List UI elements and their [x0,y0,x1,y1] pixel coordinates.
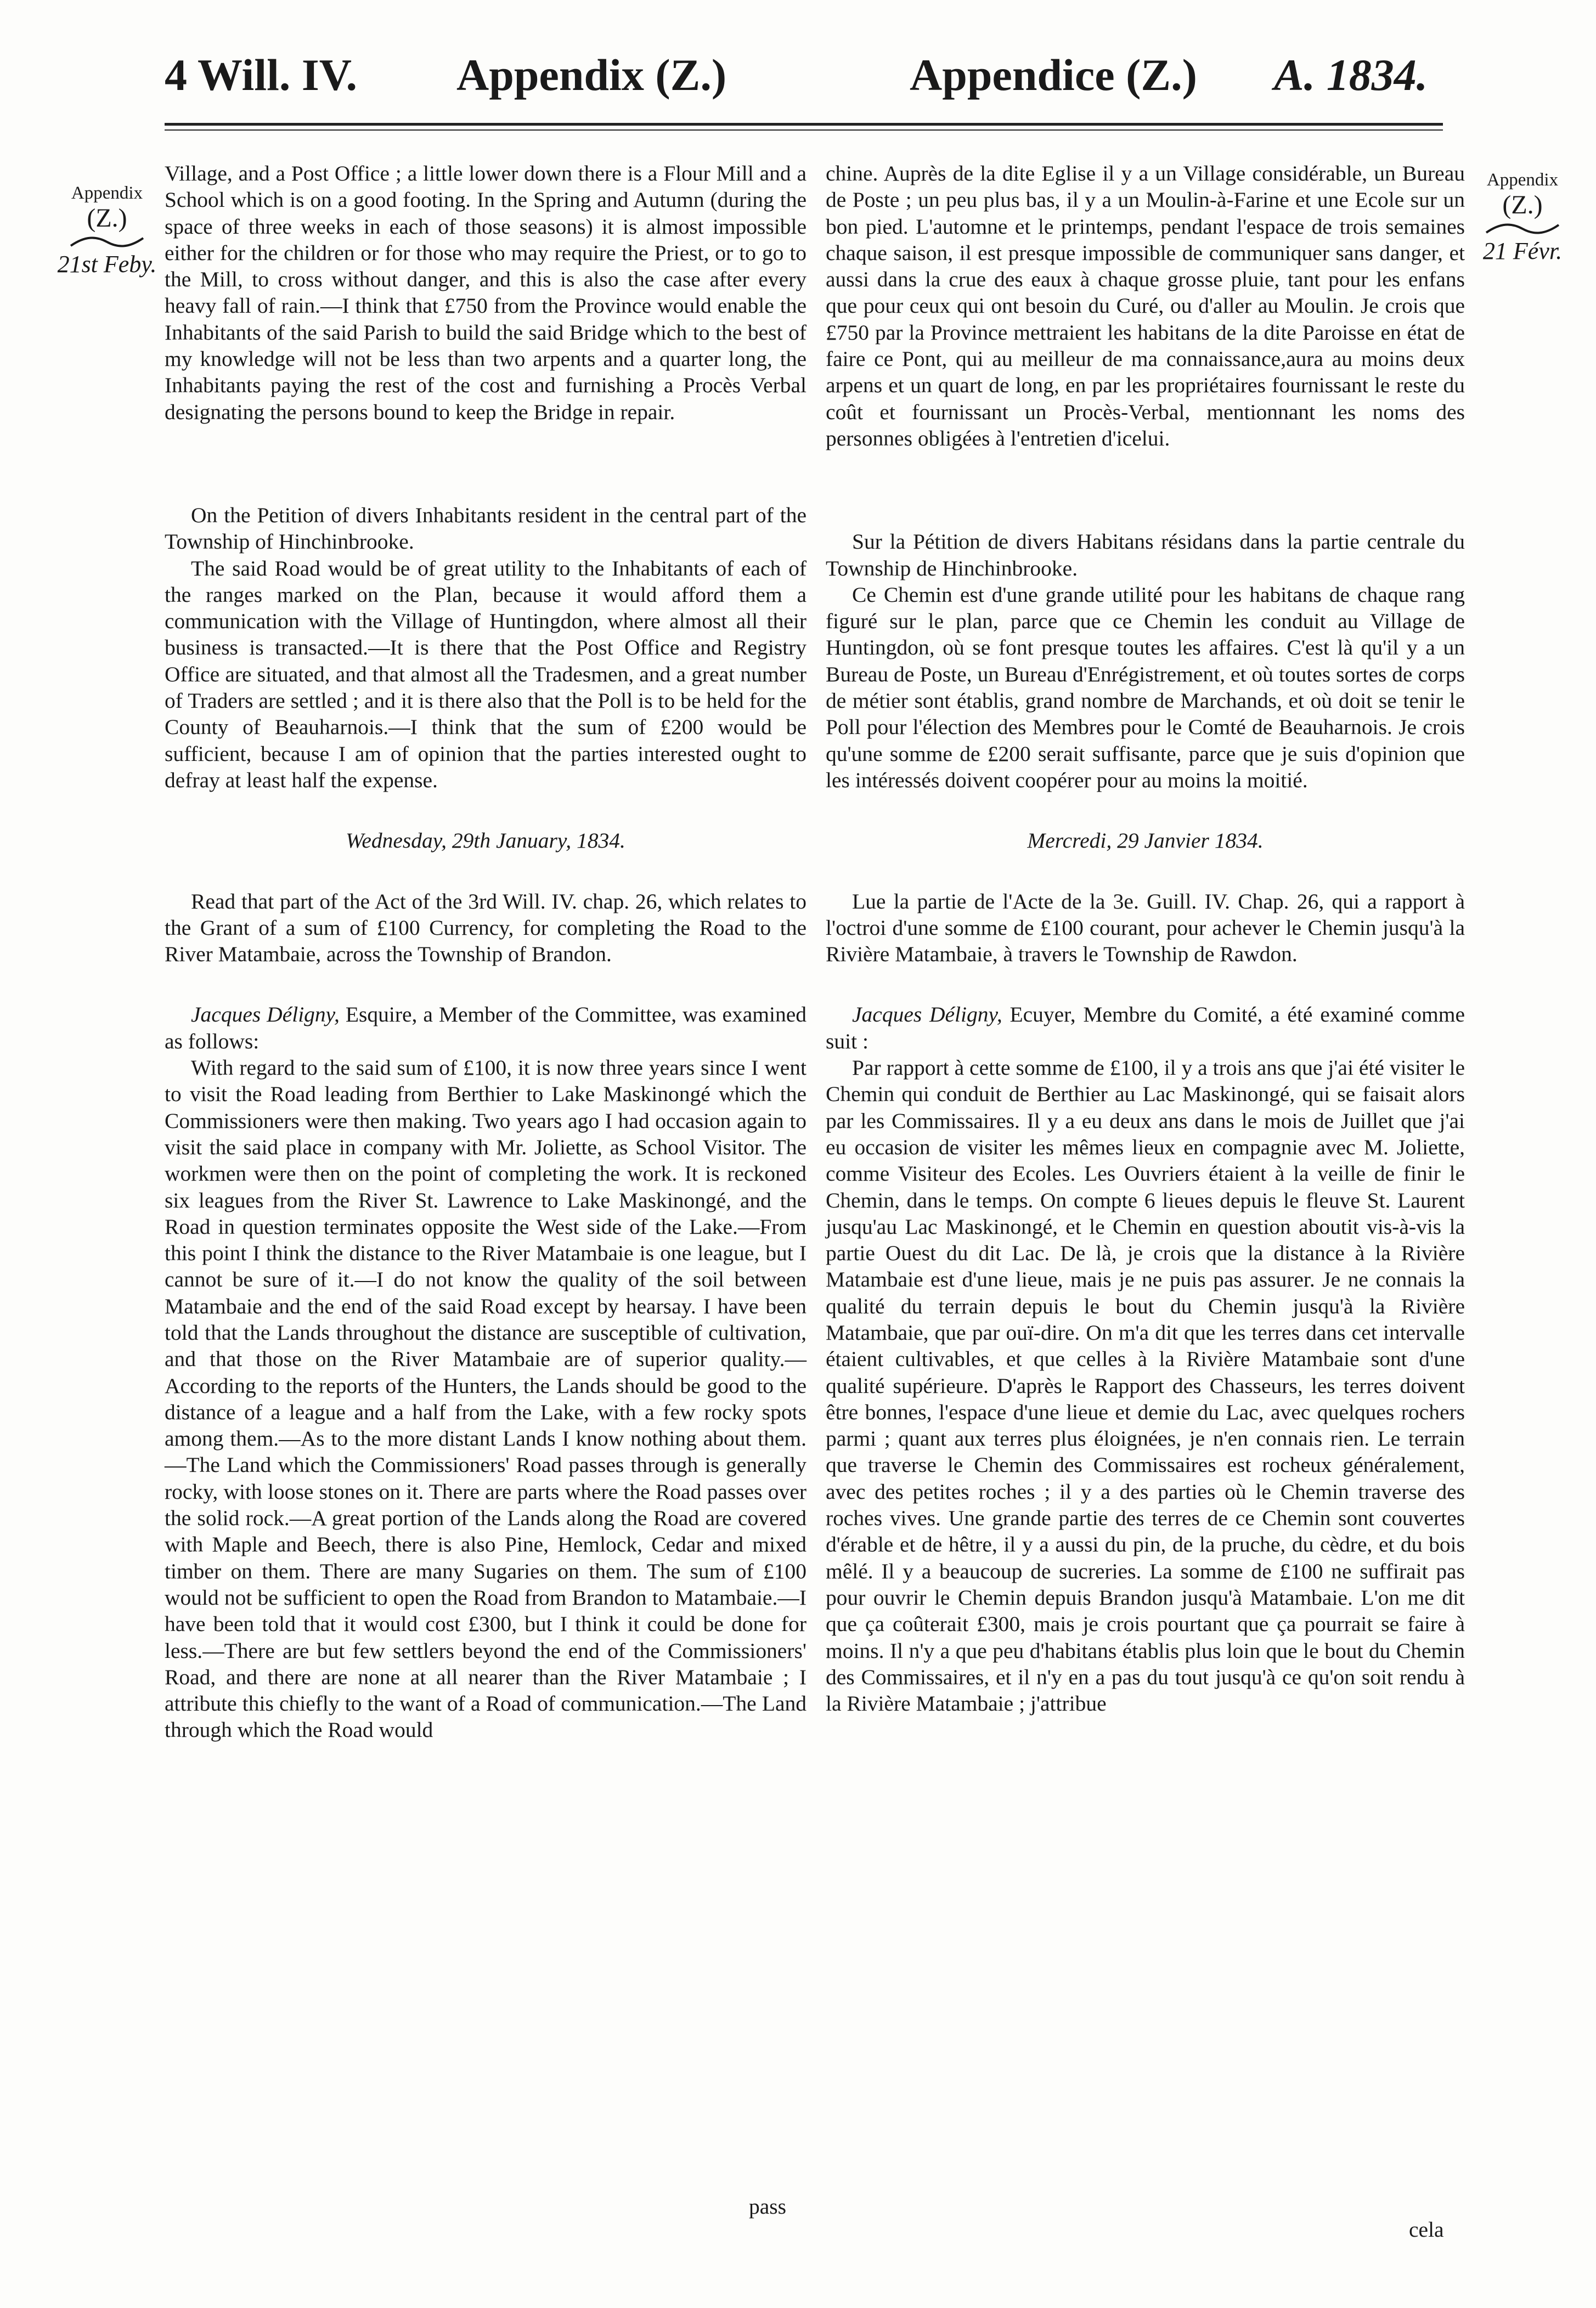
fr-witness-text: Ecuyer, Membre du Comité, a été examiné comme suit : [826,1002,1465,1053]
en-paragraph-act: Read that part of the Act of the 3rd Will. IV. chap. 26, which relates to the Grant of a sum of £100 Currency, for completing the Road to the River Matambaie, across the Township of Brandon. [165,889,807,967]
swash-ornament-icon [69,235,145,249]
header-appendix-en: Appendix (Z.) [456,50,727,100]
en-witness-name: Jacques Déligny, [191,1002,340,1027]
en-paragraph-village: Village, and a Post Office ; a little lower down there is a Flour Mill and a School which is on a good footing. In the Spring and Autumn (during the space of three weeks in each of those seasons) it is almost impossible either for the children or for those who may require the Priest, or to go to the Mill, to cross without danger, and this is also the case after every heavy fall of rain.—I think that £750 from the Province would enable the Inhabitants of the said Parish to build the said Bridge which to the best of my knowledge will not be less than two arpents and a quarter long, the Inhabitants paying the rest of the cost and furnishing a Procès Verbal designating the persons bound to keep the Bridge in repair. [165,161,807,424]
en-testimony: With regard to the said sum of £100, it is now three years since I went to visit the Road leading from Berthier to Lake Maskinongé which the Commissioners were then making. Two years ago I had occasion again to visit the said place in company with Mr. Joliette, as School Visitor. The workmen were then on the point of completing the work. It is reckoned six leagues from the River St. Lawrence to Lake Maskinongé, and the Road in question terminates opposite the West side of the Lake.—From this point I think the distance to the River Matambaie is one league, but I cannot be sure of it.—I do not know the quality of the soil between Matambaie and the end of the said Road except by hearsay. I have been told that the Lands throughout the distance are susceptible of cultivation, and that those on the River Matambaie are of superior quality.—According to the reports of the Hunters, the Lands should be good to the distance of a league and a half from the Lake, with a few rocky spots among them.—As to the more distant Lands I know nothing about them.—The Land which the Commissioners' Road passes through is generally rocky, with loose stones on it. There are parts where the Road passes over the solid rock.—A great portion of the Lands along the Road are covered with Maple and Beech, there is also Pine, Hemlock, Cedar and mixed timber on them. There are many Sugaries on them. The sum of £100 would not be sufficient to open the Road from Brandon to Matambaie.—I have been told that it would cost £300, but I think it could be done for less.—There are but few settlers beyond the end of the Commissioners' Road, and there are none at all nearer than the River Matambaie ; I attribute this chiefly to the want of a Road of communication.—The Land through which the Road would [165,1056,807,1742]
margin-letter: (Z.) [1502,190,1543,219]
en-witness-intro [165,1001,807,1054]
margin-label: Appendix [71,183,143,203]
fr-petition-heading: Sur la Pétition de divers Habitans résidans dans la partie centrale du Township de Hinchinbrooke. [826,529,1465,580]
header-rule-thick [165,123,1443,126]
margin-date: 21st Feby. [57,251,157,278]
margin-date: 21 Févr. [1482,238,1563,264]
en-catchword: pass [749,2194,787,2219]
margin-note-right [1470,169,1575,264]
en-paragraph-road: The said Road would be of great utility to the Inhabitants of each of the ranges marked on the Plan, because it would afford them a communication with the Village of Huntingdon, where almost all their business is transacted.—It is there that the Post Office and Registry Office are situated, and that almost all the Tradesmen, and a great number of Traders are settled ; and it is there also that the Poll is to be held for the County of Beauharnois.—I think that the sum of £200 would be sufficient, because I am of opinion that the parties interested ought to defray at least half the expense. [165,556,807,792]
fr-catchword: cela [1409,2217,1444,2242]
header-year: A. 1834. [1274,50,1428,100]
header-rule-thin [165,129,1443,131]
header-appendix-fr: Appendice (Z.) [910,50,1197,100]
french-column [826,160,1465,1717]
fr-witness-intro [826,1001,1465,1054]
header-reign: 4 Will. IV. [165,50,357,100]
margin-letter: (Z.) [87,204,127,233]
en-date-heading: Wednesday, 29th January, 1834. [346,828,625,853]
fr-witness-name: Jacques Déligny, [852,1002,1002,1027]
margin-label: Appendix [1486,170,1559,190]
en-witness-text: Esquire, a Member of the Committee, was examined as follows: [165,1002,807,1053]
margin-note-left [55,182,159,278]
fr-testimony: Par rapport à cette somme de £100, il y a trois ans que j'ai été visiter le Chemin qui conduit de Berthier au Lac Maskinongé, qui se faisait alors par les Commissaires. Il y a eu deux ans dans le mois de Juillet que j'ai eu occasion de visiter les mêmes lieux en compagnie avec M. Joliette, comme Visiteur des Ecoles. Les Ouvriers étaient à la veille de finir le Chemin, dans le temps. On compte 6 lieues depuis le fleuve St. Laurent jusqu'au Lac Maskinongé, et le Chemin en question aboutit vis-à-vis la partie Ouest du dit Lac. De là, je crois que la distance à la Rivière Matambaie est d'une lieue, mais je ne puis pas assurer. Je ne connais la qualité du terrain depuis le bout du Chemin jusqu'à la Rivière Matambaie, que par ouï-dire. On m'a dit que les terres dans cet intervalle étaient cultivables, et que celles à la Rivière Matambaie sont d'une qualité supérieure. D'après le Rapport des Chasseurs, les terres doivent être bonnes, l'espace d'une lieue et demie du Lac, avec quelques rochers parmi ; quant aux terres plus éloignées, je n'en connais rien. Le terrain que traverse le Chemin des Commissaires est rocheux généralement, avec des petites roches ; il y a des parties où le Chemin traverse des roches vives. Une grande partie des terres de ce Chemin sont couvertes d'érable et de hêtre, il y a aussi du pin, de la pruche, du cèdre, et du bois mêlé. Il y a beaucoup de sucreries. La somme de £100 ne suffirait pas pour ouvrir le Chemin depuis Brandon jusqu'à Matambaie. L'on me dit que ça coûterait £300, mais je crois pourtant que ça pourrait se faire à moins. Il n'y a que peu d'habitans établis plus loin que le bout du Chemin des Commissaires, et il n'y en a pas du tout jusqu'à ce qu'on soit rendu à la Rivière Matambaie ; j'attribue [826,1056,1465,1716]
swash-ornament-icon [1484,222,1561,236]
fr-date-heading: Mercredi, 29 Janvier 1834. [1027,828,1264,853]
fr-paragraph-village: chine. Auprès de la dite Eglise il y a un Village considérable, un Bureau de Poste ; un peu plus bas, il y a un Moulin-à-Farine et une Ecole sur un bon pied. L'automne et le printemps, pendant l'espace de trois semaines chaque saison, il est presque impossible de communiquer sans danger, et aussi dans la crue des eaux à chaque grosse pluie, tant pour les enfans que pour ceux qui ont besoin du Curé, ou d'aller au Moulin. Je crois que £750 par la Province mettraient les habitans de la dite Paroisse en état de faire ce Pont, qui au meilleur de ma connaissance,aura au moins deux arpens et un quart de long, en par les propriétaires fournissant le reste du coût et fournissant un Procès-Verbal, mentionnant les noms des personnes obligées à l'entretien d'icelui. [826,161,1465,450]
en-petition-heading: On the Petition of divers Inhabitants resident in the central part of the Township of Hinchinbrooke. [165,503,807,554]
fr-paragraph-act: Lue la partie de l'Acte de la 3e. Guill. IV. Chap. 26, qui a rapport à l'octroi d'une somme de £100 courant, pour achever le Chemin jusqu'à la Rivière Matambaie, à travers le Township de Rawdon. [826,889,1465,967]
english-column [165,160,807,1743]
fr-paragraph-road: Ce Chemin est d'une grande utilité pour les habitans de chaque rang figuré sur le plan, parce que ce Chemin les conduit au Village de Huntingdon, où se font presque toutes les affaires. C'est là qu'il y a un Bureau de Poste, un Bureau d'Enrégistrement, et où toutes sortes de corps de métier sont établis, grand nombre de Marchands, et où doit se tenir le Poll pour l'élection des Membres pour le Comté de Beauharnois. Je crois qu'une somme de £200 serait suffisante, parce que je suis d'opinion que les intéressés doivent coopérer pour au moins la moitié. [826,582,1465,792]
